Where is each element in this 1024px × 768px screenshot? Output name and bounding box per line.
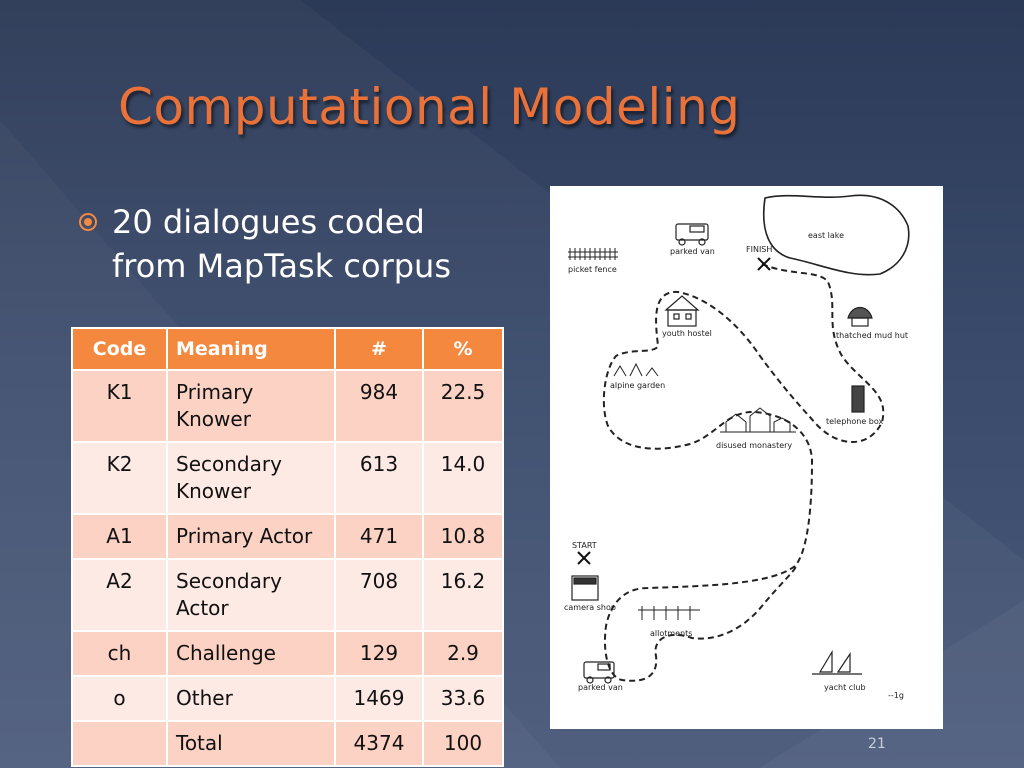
parked-van-bottom-drawing bbox=[584, 662, 614, 683]
thatched-hut-drawing bbox=[848, 308, 872, 327]
cell-count: 129 bbox=[335, 631, 423, 676]
cell-code: K2 bbox=[72, 442, 167, 514]
map-drawing bbox=[550, 186, 943, 729]
header-count: # bbox=[335, 328, 423, 370]
cell-code: ch bbox=[72, 631, 167, 676]
header-percent: % bbox=[423, 328, 503, 370]
label-yacht-club: yacht club bbox=[824, 683, 866, 692]
label-signature: --1g bbox=[888, 691, 904, 700]
telephone-box-drawing bbox=[852, 386, 864, 412]
cell-meaning: Primary Knower bbox=[167, 370, 335, 442]
table-row bbox=[72, 559, 503, 631]
cell-percent: 2.9 bbox=[423, 631, 503, 676]
table-header-row bbox=[72, 328, 503, 370]
cell-meaning: Primary Actor bbox=[167, 514, 335, 559]
dialogue-code-table bbox=[71, 327, 504, 767]
camera-shop-drawing bbox=[572, 576, 598, 600]
cell-meaning: Secondary Knower bbox=[167, 442, 335, 514]
label-alpine-garden: alpine garden bbox=[610, 381, 666, 390]
label-allotments: allotments bbox=[650, 629, 693, 638]
cell-percent: 10.8 bbox=[423, 514, 503, 559]
table-total-row bbox=[72, 721, 503, 766]
cell-meaning: Secondary Actor bbox=[167, 559, 335, 631]
start-x-mark bbox=[578, 552, 590, 564]
cell-code bbox=[72, 721, 167, 766]
slide-number: 21 bbox=[868, 736, 886, 752]
cell-code: o bbox=[72, 676, 167, 721]
finish-x-mark bbox=[758, 258, 770, 270]
table-row bbox=[72, 514, 503, 559]
alpine-garden-drawing bbox=[614, 364, 658, 376]
cell-code: A2 bbox=[72, 559, 167, 631]
header-meaning: Meaning bbox=[167, 328, 335, 370]
label-camera-shop: camera shop bbox=[564, 603, 616, 612]
header-code: Code bbox=[72, 328, 167, 370]
label-parked-van-top: parked van bbox=[670, 247, 715, 256]
cell-count: 708 bbox=[335, 559, 423, 631]
cell-percent: 22.5 bbox=[423, 370, 503, 442]
cell-percent: 14.0 bbox=[423, 442, 503, 514]
route-path bbox=[604, 264, 883, 681]
label-east-lake: east lake bbox=[808, 231, 845, 240]
label-youth-hostel: youth hostel bbox=[662, 329, 712, 338]
cell-count: 984 bbox=[335, 370, 423, 442]
cell-meaning: Total bbox=[167, 721, 335, 766]
table-row bbox=[72, 631, 503, 676]
cell-meaning: Challenge bbox=[167, 631, 335, 676]
cell-count: 1469 bbox=[335, 676, 423, 721]
cell-count: 613 bbox=[335, 442, 423, 514]
picket-fence-drawing bbox=[568, 248, 618, 260]
label-parked-van-bottom: parked van bbox=[578, 683, 623, 692]
cell-count: 4374 bbox=[335, 721, 423, 766]
label-disused-monastery: disused monastery bbox=[716, 441, 793, 450]
cell-percent: 100 bbox=[423, 721, 503, 766]
yacht-club-drawing bbox=[812, 652, 862, 674]
label-start: START bbox=[572, 541, 597, 550]
bullet-circle-icon bbox=[78, 212, 98, 232]
label-picket-fence: picket fence bbox=[568, 265, 617, 274]
label-thatched-mud-hut: thatched mud hut bbox=[836, 331, 909, 340]
label-telephone-box: telephone box bbox=[826, 417, 884, 426]
youth-hostel-drawing bbox=[666, 296, 698, 326]
bullet-text: 20 dialogues coded from MapTask corpus bbox=[112, 203, 451, 285]
label-finish: FINISH bbox=[746, 245, 773, 254]
allotments-drawing bbox=[638, 606, 700, 620]
table-row bbox=[72, 442, 503, 514]
maptask-map-image bbox=[550, 186, 943, 729]
cell-percent: 16.2 bbox=[423, 559, 503, 631]
cell-count: 471 bbox=[335, 514, 423, 559]
cell-percent: 33.6 bbox=[423, 676, 503, 721]
table-row bbox=[72, 676, 503, 721]
parked-van-top-drawing bbox=[676, 224, 708, 245]
cell-code: A1 bbox=[72, 514, 167, 559]
cell-meaning: Other bbox=[167, 676, 335, 721]
slide-title: Computational Modeling bbox=[118, 78, 741, 136]
table-row bbox=[72, 370, 503, 442]
cell-code: K1 bbox=[72, 370, 167, 442]
